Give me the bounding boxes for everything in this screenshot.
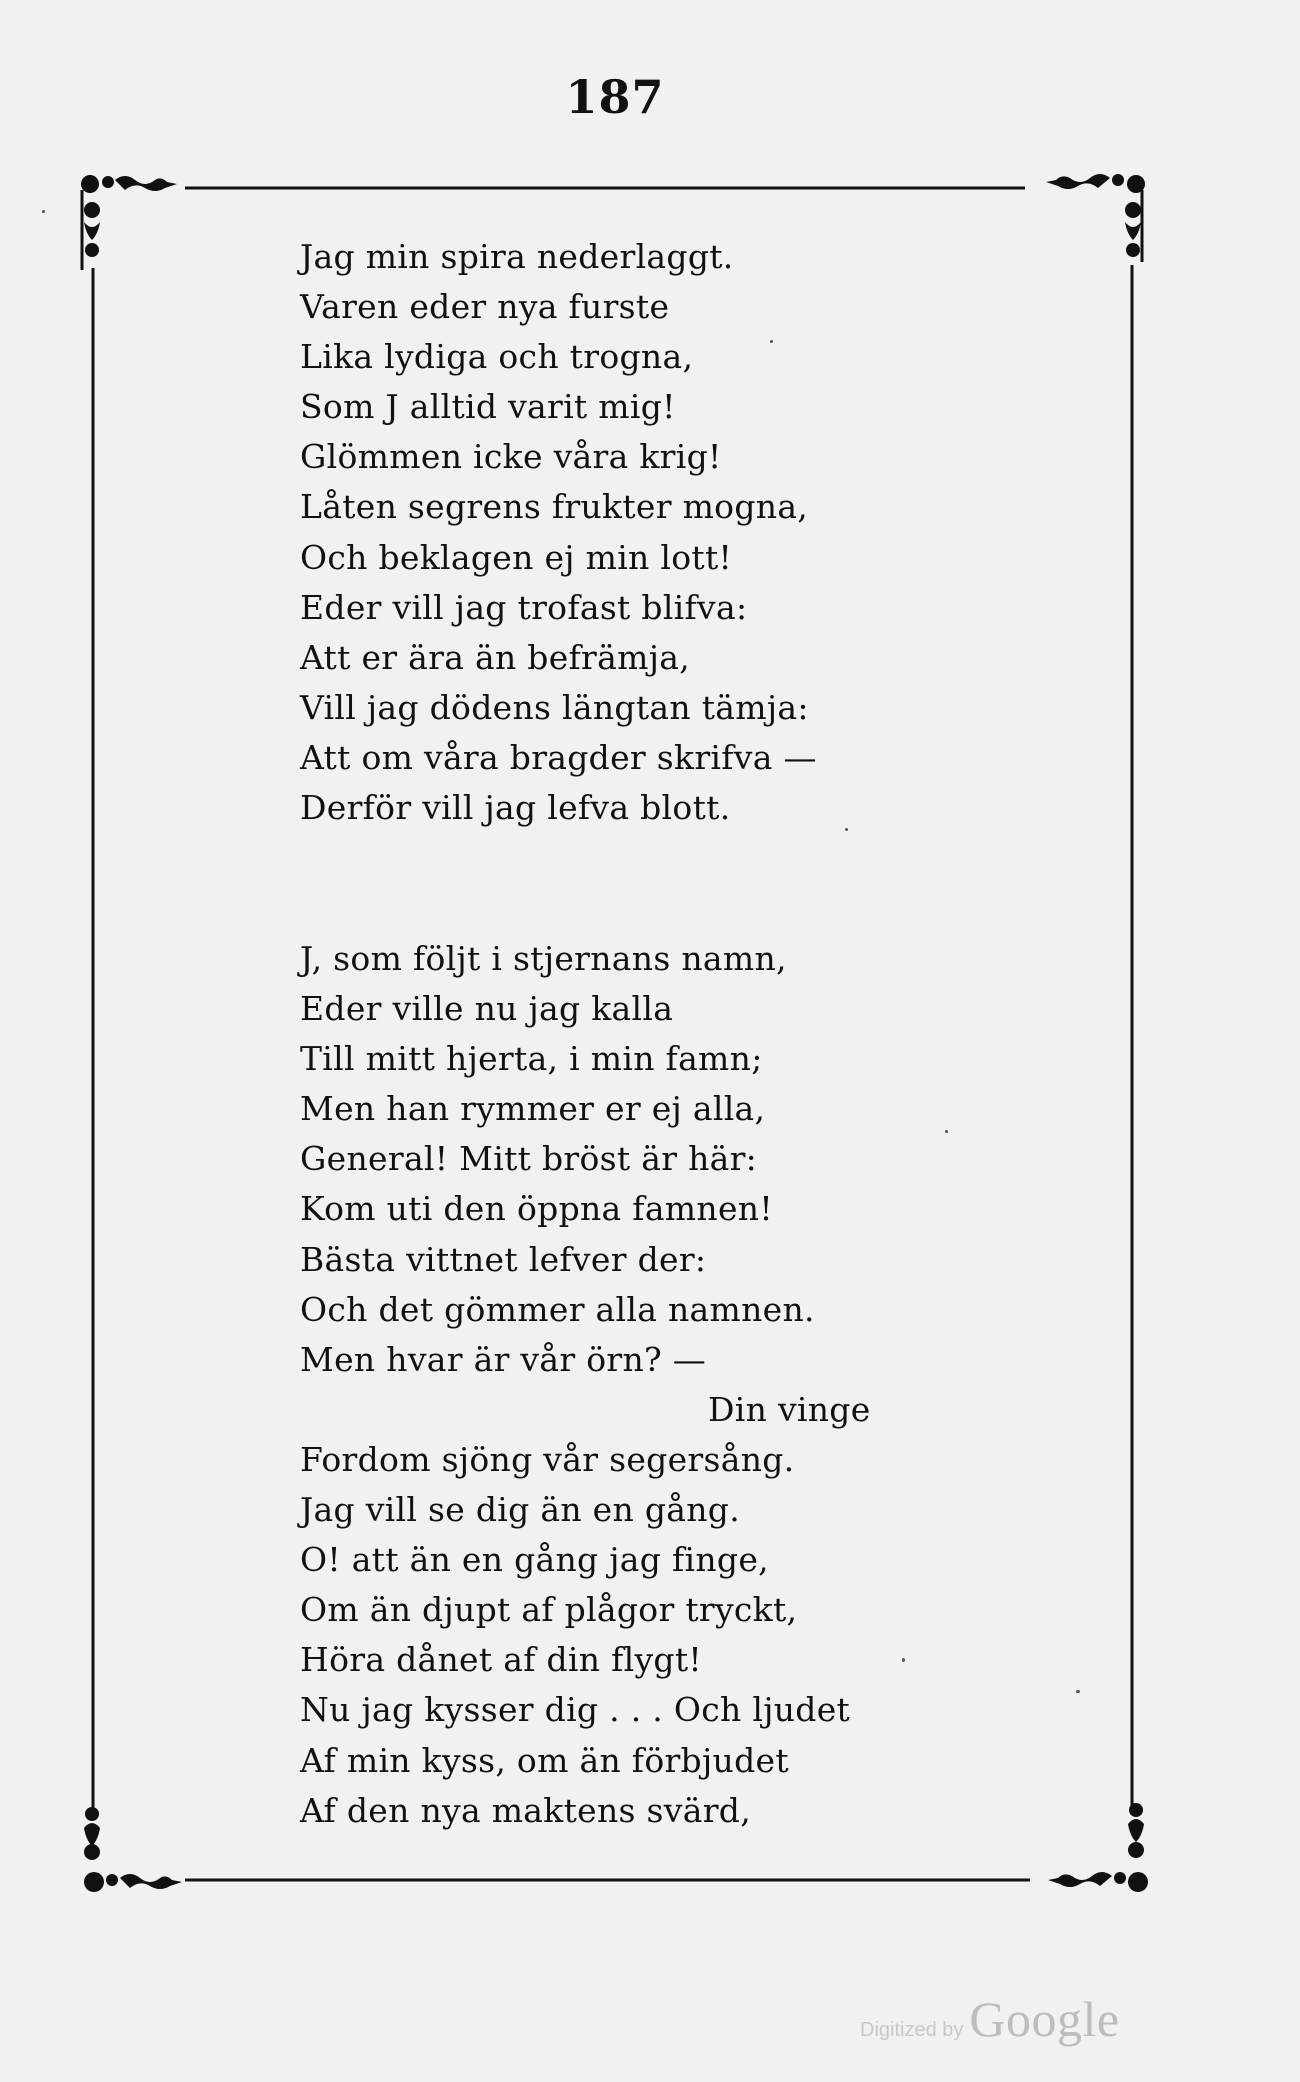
verse-line: Kom uti den öppna famnen! bbox=[300, 1189, 773, 1229]
verse-line: Som J alltid varit mig! bbox=[300, 387, 676, 427]
stanza-2 bbox=[300, 934, 871, 1836]
verse-line: Om än djupt af plågor tryckt, bbox=[300, 1590, 798, 1630]
digitized-label: Digitized by bbox=[860, 2019, 964, 2041]
verse-line: Af min kyss, om än förbjudet bbox=[300, 1740, 789, 1780]
ink-speck bbox=[770, 340, 773, 343]
verse-line: Eder ville nu jag kalla bbox=[300, 989, 674, 1029]
verse-line: Höra dånet af din flygt! bbox=[300, 1640, 702, 1680]
verse-line: Låten segrens frukter mogna, bbox=[300, 487, 809, 527]
stanza-1 bbox=[300, 232, 817, 833]
verse-line: Vill jag dödens längtan tämja: bbox=[300, 687, 809, 727]
ink-speck bbox=[945, 1130, 948, 1133]
verse-line: General! Mitt bröst är här: bbox=[300, 1139, 758, 1179]
verse-line: J, som följt i stjernans namn, bbox=[300, 939, 787, 978]
page-number: 187 bbox=[565, 70, 665, 124]
verse-line: Jag vill se dig än en gång. bbox=[300, 1490, 741, 1530]
verse-line: Varen eder nya furste bbox=[300, 287, 670, 327]
verse-line: Jag min spira nederlaggt. bbox=[300, 237, 734, 276]
verse-line: Att er ära än befrämja, bbox=[300, 637, 690, 677]
top-left-ornament-icon bbox=[81, 175, 177, 257]
top-right-ornament-icon bbox=[1046, 174, 1145, 257]
verse-line: Men han rymmer er ej alla, bbox=[300, 1089, 766, 1129]
verse-line: Bästa vittnet lefver der: bbox=[300, 1239, 707, 1279]
verse-line: Lika lydiga och trogna, bbox=[300, 337, 694, 377]
ink-speck bbox=[845, 828, 848, 831]
verse-line: O! att än en gång jag finge, bbox=[300, 1540, 769, 1580]
verse-line: Nu jag kysser dig . . . Och ljudet bbox=[300, 1690, 851, 1730]
google-logo: Google bbox=[969, 1991, 1120, 2047]
verse-line: Att om våra bragder skrifva — bbox=[300, 737, 817, 777]
ink-speck bbox=[902, 1658, 905, 1662]
verse-line: Och beklagen ej min lott! bbox=[300, 537, 733, 577]
bottom-left-ornament-icon bbox=[84, 1807, 182, 1892]
digitized-by-google-watermark bbox=[860, 1990, 1120, 2048]
bottom-right-ornament-icon bbox=[1048, 1803, 1148, 1892]
verse-line: Af den nya maktens svärd, bbox=[300, 1790, 751, 1830]
verse-line-indented: Din vinge bbox=[708, 1389, 871, 1429]
verse-line: Glömmen icke våra krig! bbox=[300, 437, 722, 477]
verse-line: Fordom sjöng vår segersång. bbox=[300, 1439, 795, 1479]
verse-line: Men hvar är vår örn? — bbox=[300, 1339, 707, 1379]
verse-line: Och det gömmer alla namnen. bbox=[300, 1289, 815, 1329]
verse-line: Derför vill jag lefva blott. bbox=[300, 788, 731, 828]
verse-line: Till mitt hjerta, i min famn; bbox=[300, 1039, 763, 1079]
ink-speck bbox=[1076, 1690, 1080, 1693]
ink-speck bbox=[42, 210, 45, 213]
verse-line: Eder vill jag trofast blifva: bbox=[300, 587, 748, 627]
